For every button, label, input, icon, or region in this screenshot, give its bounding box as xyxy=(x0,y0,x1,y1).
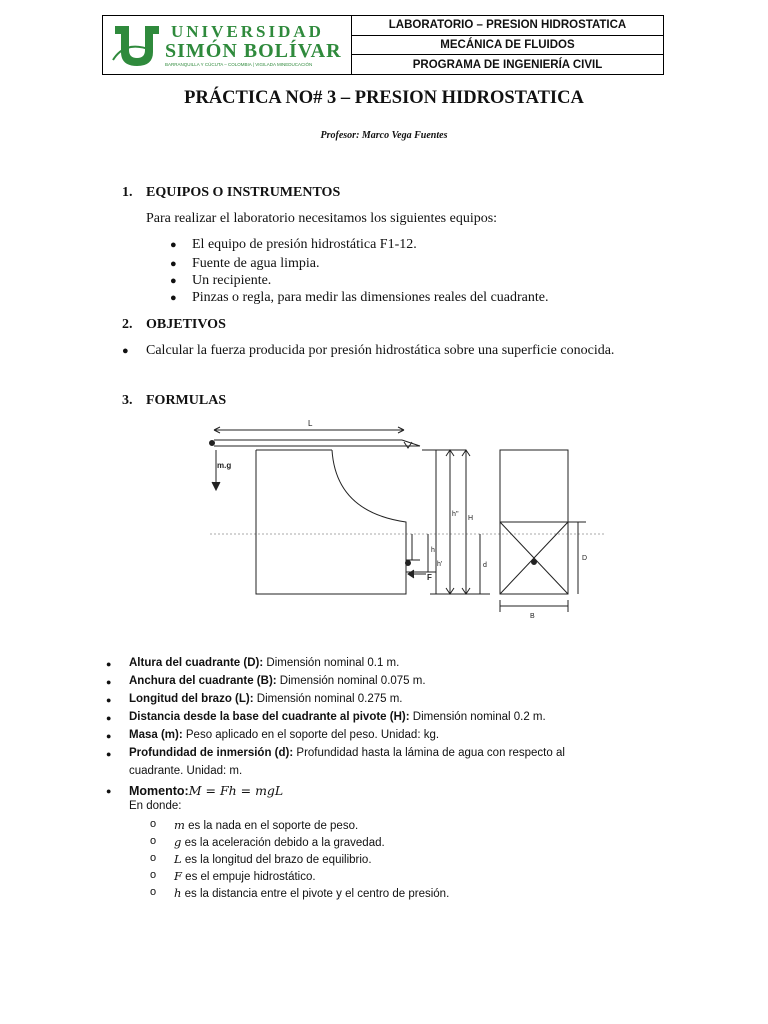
variable-item xyxy=(174,869,316,883)
bullet-icon: ● xyxy=(170,239,177,251)
definition-text: Dimensión nominal 0.1 m. xyxy=(263,657,400,669)
variable-symbol: F xyxy=(174,869,182,883)
diagram-label-H: H xyxy=(468,515,474,522)
page-title: PRÁCTICA NO# 3 – PRESION HIDROSTATICA xyxy=(184,88,584,108)
definition-item xyxy=(129,657,399,669)
definition-item xyxy=(129,675,426,687)
definition-term: Masa (m): xyxy=(129,729,183,741)
moment-formula: M = Fh = mgL xyxy=(188,783,284,798)
variable-text: es la aceleración debido a la gravedad. xyxy=(181,837,385,849)
section-1-heading: EQUIPOS O INSTRUMENTOS xyxy=(146,185,341,200)
definition-item xyxy=(129,729,439,741)
definition-text: Profundidad hasta la lámina de agua con respecto al xyxy=(293,747,565,759)
variable-symbol: g xyxy=(174,835,182,849)
bullet-icon: ● xyxy=(106,659,112,669)
definition-text: Dimensión nominal 0.2 m. xyxy=(409,711,546,723)
circle-bullet-icon: o xyxy=(150,818,157,830)
variable-text: es el empuje hidrostático. xyxy=(181,871,316,883)
diagram-label-L: L xyxy=(308,419,313,428)
definition-continuation: cuadrante. Unidad: m. xyxy=(129,765,243,777)
equipment-item: El equipo de presión hidrostática F1-12. xyxy=(192,237,417,252)
logo-text-location: BARRANQUILLA Y CÚCUTA – COLOMBIA | VIGILADA MINEDUCACIÓN xyxy=(165,62,313,67)
document-header xyxy=(102,15,664,75)
bullet-icon: ● xyxy=(106,677,112,687)
logo-text-universidad: UNIVERSIDAD xyxy=(171,22,324,41)
definition-text: Peso aplicado en el soporte del peso. Unidad: kg. xyxy=(182,729,440,741)
moment-term: Momento: xyxy=(129,784,189,798)
bullet-icon: ● xyxy=(106,713,112,723)
definition-item xyxy=(129,693,403,705)
variable-symbol: h xyxy=(174,886,182,900)
header-info xyxy=(352,16,663,74)
bullet-icon: ● xyxy=(106,731,112,741)
definition-term: Anchura del cuadrante (B): xyxy=(129,675,277,687)
definition-text: Dimensión nominal 0.075 m. xyxy=(276,675,426,687)
professor-line: Profesor: Marco Vega Fuentes xyxy=(320,130,448,141)
section-2-number: 2. xyxy=(122,317,133,332)
diagram-label-B: B xyxy=(530,613,535,620)
bullet-icon: ● xyxy=(170,275,177,287)
moment-item xyxy=(129,783,283,798)
circle-bullet-icon: o xyxy=(150,869,157,881)
variable-text: es la distancia entre el pivote y el centro de presión. xyxy=(181,888,450,900)
equipment-item: Un recipiente. xyxy=(192,273,272,288)
diagram-label-F: F xyxy=(427,573,432,582)
variable-item xyxy=(174,818,358,832)
logo-text-simon-bolivar: SIMÓN BOLÍVAR xyxy=(165,40,342,62)
section-3-heading: FORMULAS xyxy=(146,393,227,408)
variable-item xyxy=(174,886,449,900)
diagram-label-mg: m.g xyxy=(217,461,232,470)
variable-symbol: L xyxy=(174,852,182,866)
section-1-intro: Para realizar el laboratorio necesitamos los siguientes equipos: xyxy=(146,211,498,226)
definition-text: Dimensión nominal 0.275 m. xyxy=(253,693,403,705)
variable-symbol: m xyxy=(174,818,185,832)
definition-term: Longitud del brazo (L): xyxy=(129,693,254,705)
equipment-item: Pinzas o regla, para medir las dimensiones reales del cuadrante. xyxy=(192,290,549,305)
diagram-label-h: h xyxy=(431,547,435,554)
header-program: PROGRAMA DE INGENIERÍA CIVIL xyxy=(412,58,603,71)
circle-bullet-icon: o xyxy=(150,852,157,864)
diagram-label-h-prime: h' xyxy=(437,561,443,568)
variable-text: es la longitud del brazo de equilibrio. xyxy=(181,854,372,866)
university-logo xyxy=(103,16,352,74)
section-2-heading: OBJETIVOS xyxy=(146,317,226,332)
header-lab-title: LABORATORIO – PRESION HIDROSTATICA xyxy=(352,16,663,36)
en-donde-label: En donde: xyxy=(129,800,182,812)
equipment-item: Fuente de agua limpia. xyxy=(192,256,320,271)
bullet-icon: ● xyxy=(170,258,177,270)
definition-item xyxy=(129,747,565,759)
variable-text: es la nada en el soporte de peso. xyxy=(184,820,359,832)
header-course: MECÁNICA DE FLUIDOS xyxy=(352,36,663,56)
hydrostatic-quadrant-diagram xyxy=(200,412,610,624)
definition-term: Profundidad de inmersión (d): xyxy=(129,747,294,759)
definition-term: Altura del cuadrante (D): xyxy=(129,657,264,669)
section-1-number: 1. xyxy=(122,185,133,200)
diagram-label-d: d xyxy=(483,562,487,569)
diagram-label-D: D xyxy=(582,555,588,562)
bullet-icon: ● xyxy=(106,695,112,705)
bullet-icon: ● xyxy=(122,345,129,357)
variable-item xyxy=(174,852,372,866)
circle-bullet-icon: o xyxy=(150,886,157,898)
definition-item xyxy=(129,711,546,723)
bullet-icon: ● xyxy=(106,749,112,759)
section-3-number: 3. xyxy=(122,393,133,408)
circle-bullet-icon: o xyxy=(150,835,157,847)
objective-item: Calcular la fuerza producida por presión hidrostática sobre una superficie conocida. xyxy=(146,343,615,358)
definition-term: Distancia desde la base del cuadrante al pivote (H): xyxy=(129,711,410,723)
variable-item xyxy=(174,835,385,849)
university-seal-icon xyxy=(111,20,167,70)
bullet-icon: ● xyxy=(106,786,112,796)
bullet-icon: ● xyxy=(170,292,177,304)
diagram-label-h-double: h'' xyxy=(452,511,459,518)
